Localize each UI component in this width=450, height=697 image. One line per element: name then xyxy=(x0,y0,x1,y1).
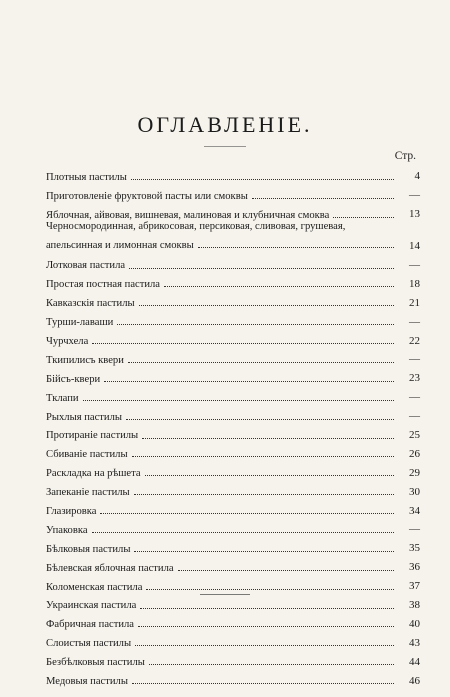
dot-leader xyxy=(126,419,394,420)
toc-entry-label: Протираніе пастилы xyxy=(46,430,139,442)
dot-leader xyxy=(132,683,394,684)
toc-entry-label: Яблочная, айвовая, вишневая, малиновая и клубничная смоква xyxy=(46,209,330,221)
dot-leader xyxy=(146,589,394,590)
toc-entry xyxy=(46,221,420,253)
toc-entry-label: Черносмородинная, абрикосовая, персиковая, сливовая, грушевая, xyxy=(46,220,346,232)
toc-entry-label: Сбиваніе пастилы xyxy=(46,449,128,461)
toc-entry-label: Тклапи xyxy=(46,392,79,404)
dot-leader xyxy=(129,268,394,269)
toc-entry-label: Кавказскія пастилы xyxy=(46,298,135,310)
toc-entry xyxy=(46,404,420,423)
toc-entry-page-number: 43 xyxy=(409,636,420,649)
toc-entry-page-number: 35 xyxy=(409,542,420,555)
dot-leader xyxy=(135,645,394,646)
toc-entry-page-number: 14 xyxy=(409,240,420,253)
toc-entry-label: Рыхлыя пастилы xyxy=(46,411,123,423)
dot-leader xyxy=(92,343,394,344)
dot-leader xyxy=(140,608,394,609)
dot-leader xyxy=(134,551,394,552)
toc-entry xyxy=(46,309,420,328)
toc-entry xyxy=(46,649,420,668)
toc-entry-page-number: 40 xyxy=(409,617,420,630)
dot-leader xyxy=(131,179,394,180)
toc-entry-label: Ткипилисъ квери xyxy=(46,354,124,366)
dot-leader xyxy=(138,626,394,627)
toc-entry xyxy=(46,347,420,366)
toc-entry xyxy=(46,366,420,385)
toc-entry-label: Коломенская пастила xyxy=(46,581,143,593)
toc-entry xyxy=(46,460,420,479)
toc-entry xyxy=(46,272,420,291)
toc-entry-page-number: 46 xyxy=(409,674,420,687)
toc-entry-page-number: 13 xyxy=(409,208,420,221)
dot-leader xyxy=(83,400,394,401)
toc-entry xyxy=(46,612,420,631)
toc-entry xyxy=(46,328,420,347)
toc-entry xyxy=(46,202,420,221)
toc-entry xyxy=(46,498,420,517)
toc-entry xyxy=(46,183,420,202)
dot-leader xyxy=(104,381,394,382)
bottom-divider xyxy=(200,594,250,595)
toc-entry xyxy=(46,479,420,498)
toc-entry-page-number: 44 xyxy=(409,655,420,668)
toc-entry-page-number: 22 xyxy=(409,334,420,347)
toc-entry-label: Простая постная пастила xyxy=(46,279,161,291)
toc-entry xyxy=(46,423,420,442)
toc-entry-page-number: 36 xyxy=(409,561,420,574)
toc-entry-page-number: — xyxy=(409,353,420,366)
toc-entry-label: Бѣлевская яблочная пастила xyxy=(46,562,174,574)
toc-entry xyxy=(46,630,420,649)
toc-entry-page-number: 4 xyxy=(414,170,420,183)
table-of-contents xyxy=(46,164,420,687)
toc-entry xyxy=(46,574,420,593)
toc-entry-label: Раскладка на рѣшета xyxy=(46,468,141,480)
dot-leader xyxy=(149,664,394,665)
dot-leader xyxy=(134,494,394,495)
toc-entry xyxy=(46,668,420,687)
toc-entry-page-number: 34 xyxy=(409,504,420,517)
toc-entry-page-number: 21 xyxy=(409,296,420,309)
toc-entry-page-number: — xyxy=(409,391,420,404)
toc-entry-label: Упаковка xyxy=(46,524,88,536)
toc-entry-label: Приготовленіе фруктовой пасты или смоквы xyxy=(46,190,248,202)
page-title: ОГЛАВЛЕНІЕ. xyxy=(137,112,313,137)
toc-entry-page-number: — xyxy=(409,189,420,202)
toc-entry xyxy=(46,517,420,536)
toc-entry-label: Плотныя пастилы xyxy=(46,171,127,183)
dot-leader xyxy=(100,513,394,514)
toc-entry-page-number: 25 xyxy=(409,429,420,442)
dot-leader xyxy=(139,305,394,306)
dot-leader xyxy=(145,475,394,476)
toc-entry-label: Турши-лаваши xyxy=(46,317,114,329)
toc-entry-page-number: 29 xyxy=(409,466,420,479)
dot-leader xyxy=(142,438,394,439)
dot-leader xyxy=(128,362,394,363)
toc-entry-label: Безбѣлковыя пастилы xyxy=(46,657,145,669)
toc-entry xyxy=(46,385,420,404)
title-divider xyxy=(204,146,246,147)
toc-entry-label: Бѣлковыя пастилы xyxy=(46,543,131,555)
toc-entry-page-number: 37 xyxy=(409,580,420,593)
toc-entry-page-number: 26 xyxy=(409,447,420,460)
toc-entry-page-number: — xyxy=(409,523,420,536)
toc-entry xyxy=(46,442,420,461)
dot-leader xyxy=(178,570,394,571)
toc-entry-label: Запеканіе пастилы xyxy=(46,487,130,499)
dot-leader xyxy=(164,286,394,287)
toc-entry xyxy=(46,253,420,272)
toc-entry-label: Чурчхела xyxy=(46,336,89,348)
toc-entry-label-continued: апельсинная и лимонная смоквы xyxy=(46,239,194,251)
dot-leader xyxy=(198,247,394,248)
toc-entry xyxy=(46,164,420,183)
dot-leader xyxy=(117,324,394,325)
dot-leader xyxy=(92,532,394,533)
toc-entry xyxy=(46,290,420,309)
toc-entry-page-number: — xyxy=(409,410,420,423)
toc-entry-label: Лотковая пастила xyxy=(46,260,126,272)
page-column-header: Стр. xyxy=(394,150,416,162)
toc-entry-page-number: 18 xyxy=(409,277,420,290)
toc-entry-label: Фабричная пастила xyxy=(46,619,135,631)
toc-entry-page-number: 23 xyxy=(409,372,420,385)
toc-entry-label: Медовыя пастилы xyxy=(46,676,128,688)
toc-entry xyxy=(46,593,420,612)
toc-entry-page-number: 38 xyxy=(409,599,420,612)
dot-leader xyxy=(333,217,394,218)
toc-entry xyxy=(46,536,420,555)
toc-entry-page-number: — xyxy=(409,259,420,272)
dot-leader xyxy=(132,456,394,457)
toc-entry-label: Глазировка xyxy=(46,506,97,518)
toc-entry-page-number: — xyxy=(409,315,420,328)
toc-entry-label: Бійсъ-квери xyxy=(46,373,101,385)
toc-entry-page-number: 30 xyxy=(409,485,420,498)
toc-entry xyxy=(46,555,420,574)
toc-entry-label: Украинская пастила xyxy=(46,600,137,612)
dot-leader xyxy=(252,198,394,199)
toc-entry-label: Слоистыя пастилы xyxy=(46,638,132,650)
